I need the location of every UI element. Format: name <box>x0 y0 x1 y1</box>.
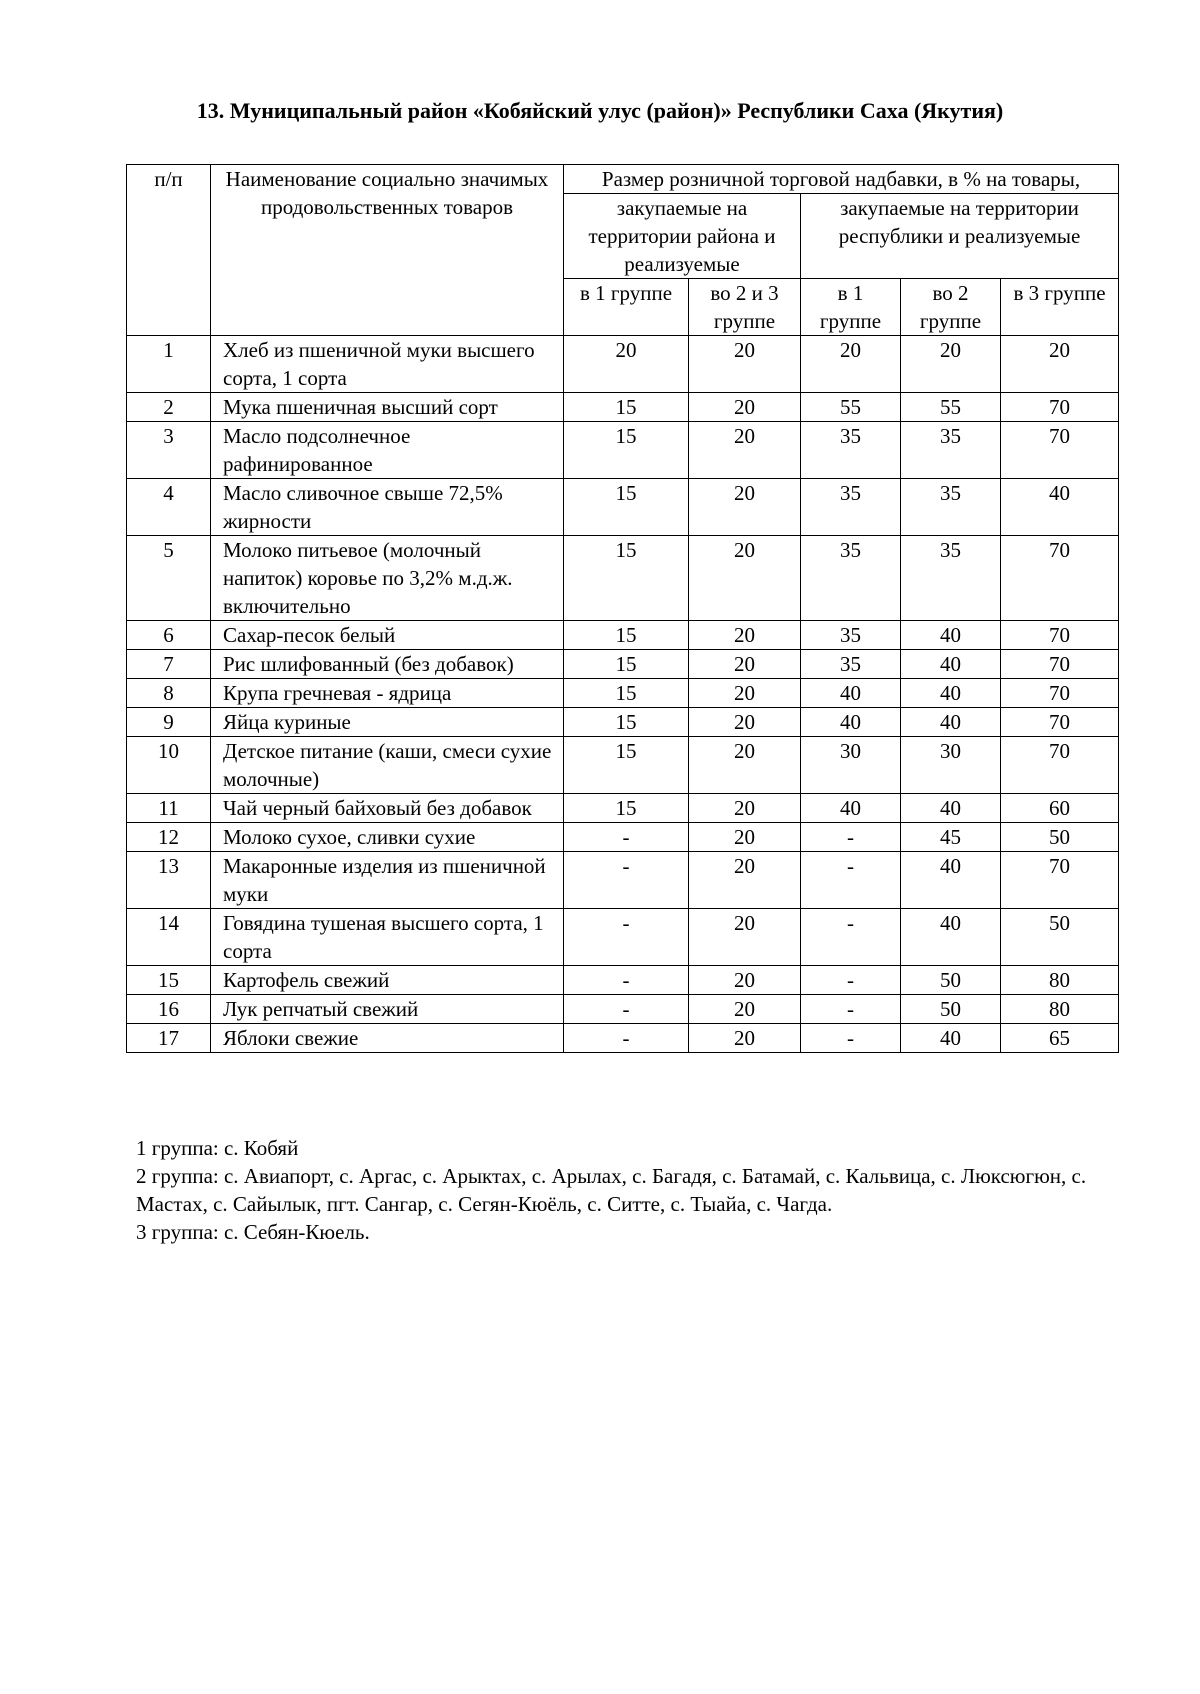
value-republic-group1: - <box>801 909 901 966</box>
value-republic-group1: 35 <box>801 650 901 679</box>
value-republic-group2: 35 <box>901 536 1001 621</box>
product-name: Детское питание (каши, смеси сухие молочные) <box>211 737 564 794</box>
footnotes <box>136 1134 1096 1246</box>
value-local-group1: - <box>564 823 689 852</box>
value-republic-group1: 35 <box>801 536 901 621</box>
table-row <box>127 650 1119 679</box>
value-local-group23: 20 <box>689 1024 801 1053</box>
value-local-group23: 20 <box>689 650 801 679</box>
table-row <box>127 966 1119 995</box>
value-local-group1: 15 <box>564 479 689 536</box>
value-republic-group3: 70 <box>1001 679 1119 708</box>
row-number: 5 <box>127 536 211 621</box>
value-republic-group1: 20 <box>801 336 901 393</box>
product-name: Лук репчатый свежий <box>211 995 564 1024</box>
table-row <box>127 737 1119 794</box>
value-republic-group1: 30 <box>801 737 901 794</box>
value-republic-group3: 70 <box>1001 393 1119 422</box>
value-republic-group2: 40 <box>901 708 1001 737</box>
value-republic-group2: 40 <box>901 852 1001 909</box>
product-name: Молоко сухое, сливки сухие <box>211 823 564 852</box>
value-local-group23: 20 <box>689 966 801 995</box>
value-republic-group3: 80 <box>1001 966 1119 995</box>
value-republic-group1: 40 <box>801 708 901 737</box>
value-republic-group2: 50 <box>901 995 1001 1024</box>
table-row <box>127 336 1119 393</box>
product-name: Рис шлифованный (без добавок) <box>211 650 564 679</box>
value-local-group23: 20 <box>689 852 801 909</box>
header-local-group23: во 2 и 3 группе <box>689 279 801 336</box>
value-local-group1: 15 <box>564 708 689 737</box>
value-local-group23: 20 <box>689 909 801 966</box>
value-republic-group3: 70 <box>1001 737 1119 794</box>
value-local-group1: 15 <box>564 621 689 650</box>
value-local-group23: 20 <box>689 794 801 823</box>
value-republic-group2: 40 <box>901 650 1001 679</box>
table-row <box>127 708 1119 737</box>
value-republic-group1: 35 <box>801 621 901 650</box>
row-number: 3 <box>127 422 211 479</box>
value-republic-group1: 40 <box>801 794 901 823</box>
table-row <box>127 995 1119 1024</box>
value-republic-group3: 80 <box>1001 995 1119 1024</box>
value-republic-group2: 20 <box>901 336 1001 393</box>
row-number: 10 <box>127 737 211 794</box>
row-number: 1 <box>127 336 211 393</box>
product-name: Молоко питьевое (молочный напиток) коровье по 3,2% м.д.ж. включительно <box>211 536 564 621</box>
product-name: Масло сливочное свыше 72,5% жирности <box>211 479 564 536</box>
table-row <box>127 1024 1119 1053</box>
value-local-group23: 20 <box>689 995 801 1024</box>
value-local-group23: 20 <box>689 737 801 794</box>
row-number: 7 <box>127 650 211 679</box>
value-republic-group2: 30 <box>901 737 1001 794</box>
product-name: Мука пшеничная высший сорт <box>211 393 564 422</box>
row-number: 8 <box>127 679 211 708</box>
value-republic-group1: 35 <box>801 422 901 479</box>
value-republic-group1: 35 <box>801 479 901 536</box>
table-row <box>127 536 1119 621</box>
value-republic-group1: - <box>801 852 901 909</box>
value-local-group1: 15 <box>564 536 689 621</box>
table-row <box>127 621 1119 650</box>
value-local-group23: 20 <box>689 823 801 852</box>
value-local-group1: - <box>564 995 689 1024</box>
value-republic-group3: 70 <box>1001 536 1119 621</box>
value-republic-group2: 55 <box>901 393 1001 422</box>
value-local-group23: 20 <box>689 621 801 650</box>
value-republic-group3: 60 <box>1001 794 1119 823</box>
product-name: Картофель свежий <box>211 966 564 995</box>
footnote-group3: 3 группа: с. Себян-Кюель. <box>136 1220 370 1244</box>
header-republic-group3: в 3 группе <box>1001 279 1119 336</box>
value-local-group23: 20 <box>689 708 801 737</box>
value-local-group23: 20 <box>689 422 801 479</box>
row-number: 12 <box>127 823 211 852</box>
table-row <box>127 852 1119 909</box>
value-republic-group3: 70 <box>1001 852 1119 909</box>
header-row-1 <box>127 165 1119 194</box>
value-local-group1: 20 <box>564 336 689 393</box>
row-number: 4 <box>127 479 211 536</box>
value-republic-group2: 40 <box>901 621 1001 650</box>
value-local-group1: - <box>564 966 689 995</box>
value-local-group1: 15 <box>564 737 689 794</box>
value-republic-group2: 40 <box>901 794 1001 823</box>
header-local: закупаемые на территории района и реализуемые <box>564 194 801 279</box>
value-republic-group1: 40 <box>801 679 901 708</box>
product-name: Макаронные изделия из пшеничной муки <box>211 852 564 909</box>
value-republic-group3: 70 <box>1001 422 1119 479</box>
product-name: Масло подсолнечное рафинированное <box>211 422 564 479</box>
value-local-group1: 15 <box>564 679 689 708</box>
value-republic-group3: 40 <box>1001 479 1119 536</box>
footnote-group1: 1 группа: с. Кобяй <box>136 1136 299 1160</box>
table-row <box>127 679 1119 708</box>
product-name: Хлеб из пшеничной муки высшего сорта, 1 сорта <box>211 336 564 393</box>
value-republic-group3: 70 <box>1001 708 1119 737</box>
table-row <box>127 422 1119 479</box>
value-republic-group1: - <box>801 995 901 1024</box>
header-republic-group1: в 1 группе <box>801 279 901 336</box>
table-row <box>127 823 1119 852</box>
value-local-group1: 15 <box>564 393 689 422</box>
value-local-group23: 20 <box>689 479 801 536</box>
row-number: 6 <box>127 621 211 650</box>
value-republic-group2: 40 <box>901 679 1001 708</box>
row-number: 16 <box>127 995 211 1024</box>
table-row <box>127 393 1119 422</box>
header-markup: Размер розничной торговой надбавки, в % на товары, <box>564 165 1119 194</box>
table-row <box>127 909 1119 966</box>
markup-table <box>126 164 1119 1053</box>
value-republic-group2: 40 <box>901 1024 1001 1053</box>
product-name: Чай черный байховый без добавок <box>211 794 564 823</box>
table-body <box>127 336 1119 1053</box>
value-republic-group3: 70 <box>1001 621 1119 650</box>
value-republic-group3: 70 <box>1001 650 1119 679</box>
value-local-group1: - <box>564 852 689 909</box>
product-name: Говядина тушеная высшего сорта, 1 сорта <box>211 909 564 966</box>
header-name: Наименование социально значимых продовольственных товаров <box>211 165 564 336</box>
header-num: п/п <box>127 165 211 336</box>
value-republic-group2: 35 <box>901 479 1001 536</box>
value-local-group23: 20 <box>689 536 801 621</box>
header-republic: закупаемые на территории республики и реализуемые <box>801 194 1119 279</box>
product-name: Яйца куриные <box>211 708 564 737</box>
page-title: 13. Муниципальный район «Кобяйский улус (район)» Республики Саха (Якутия) <box>196 98 1004 123</box>
value-republic-group2: 50 <box>901 966 1001 995</box>
product-name: Крупа гречневая - ядрица <box>211 679 564 708</box>
value-local-group1: 15 <box>564 794 689 823</box>
table-row <box>127 479 1119 536</box>
value-republic-group3: 50 <box>1001 823 1119 852</box>
value-republic-group1: - <box>801 823 901 852</box>
row-number: 9 <box>127 708 211 737</box>
row-number: 17 <box>127 1024 211 1053</box>
row-number: 15 <box>127 966 211 995</box>
row-number: 14 <box>127 909 211 966</box>
value-republic-group2: 40 <box>901 909 1001 966</box>
value-republic-group1: - <box>801 966 901 995</box>
product-name: Яблоки свежие <box>211 1024 564 1053</box>
value-local-group23: 20 <box>689 393 801 422</box>
value-local-group1: - <box>564 1024 689 1053</box>
value-republic-group3: 20 <box>1001 336 1119 393</box>
value-local-group1: 15 <box>564 422 689 479</box>
row-number: 13 <box>127 852 211 909</box>
table-row <box>127 794 1119 823</box>
product-name: Сахар-песок белый <box>211 621 564 650</box>
header-local-group1: в 1 группе <box>564 279 689 336</box>
value-local-group1: - <box>564 909 689 966</box>
row-number: 2 <box>127 393 211 422</box>
header-republic-group2: во 2 группе <box>901 279 1001 336</box>
value-republic-group1: - <box>801 1024 901 1053</box>
value-republic-group2: 45 <box>901 823 1001 852</box>
footnote-group2: 2 группа: с. Авиапорт, с. Аргас, с. Арыктах, с. Арылах, с. Багадя, с. Батамай, с. Кальвица, с. Люксюгюн, с. Мастах, с. Сайылык, пгт. Сангар, с. Сегян-Кюёль, с. Ситте, с. Тыайа, с. Чагда. <box>136 1164 1087 1216</box>
row-number: 11 <box>127 794 211 823</box>
value-local-group23: 20 <box>689 679 801 708</box>
value-republic-group1: 55 <box>801 393 901 422</box>
value-republic-group3: 65 <box>1001 1024 1119 1053</box>
value-republic-group3: 50 <box>1001 909 1119 966</box>
value-local-group1: 15 <box>564 650 689 679</box>
value-republic-group2: 35 <box>901 422 1001 479</box>
value-local-group23: 20 <box>689 336 801 393</box>
